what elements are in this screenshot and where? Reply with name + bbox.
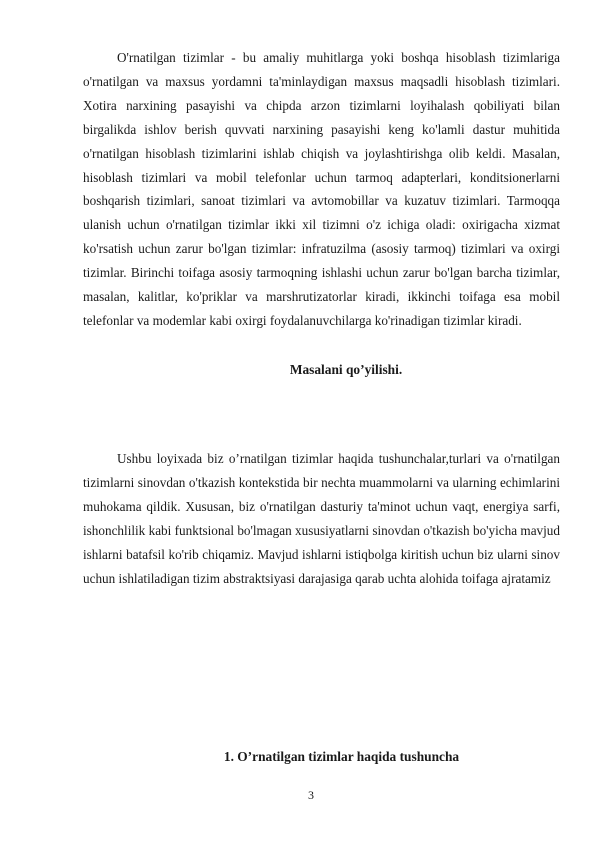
intro-paragraph: O'rnatilgan tizimlar - bu amaliy muhitlarga yoki boshqa hisoblash tizimlariga o'rnatilgan va maxsus yordamni ta'minlaydigan maxsus maqsadli hisoblash tizimlari. Xotira narxining pasayishi va chipda arzon tizimlarni loyihalash qobiliyati bilan birgalikda ishlov berish quvvati narxining pasayishi keng ko'lamli dastur muhitida o'rnatilgan hisoblash tizimlarini ishlab chiqish va joylashtirishga olib keldi. Masalan, hisoblash tizimlari va mobil telefonlar uchun tarmoq adapterlari, konditsionerlarni boshqarish tizimlari, sanoat tizimlari va avtomobillar va kuzatuv tizimlari. Tarmoqqa ulanish uchun o'rnatilgan tizimlar ikki xil tizimni o'z ichiga oladi: oxirigacha xizmat ko'rsatish uchun zarur bo'lgan tizimlar: infratuzilma (asosiy tarmoq) tizimlari va oxirgi tizimlar. Birinchi toifaga asosiy tarmoqning ishlashi uchun zarur bo'lgan barcha tizimlar, masalan, kalitlar, ko'priklar va marshrutizatorlar kiradi, ikkinchi toifaga esa mobil telefonlar va modemlar kabi oxirgi foydalanuvchilarga ko'rinadigan tizimlar kiradi. <box>83 50 560 328</box>
problem-statement-heading: Masalani qo’yilishi. <box>289 362 403 377</box>
section-heading: 1. O’rnatilgan tizimlar haqida tushuncha <box>223 749 460 764</box>
page-number: 3 <box>308 788 314 802</box>
problem-statement-paragraph: Ushbu loyixada biz o’rnatilgan tizimlar haqida tushunchalar,turlari va o'rnatilgan tizimlarni sinovdan o'tkazish kontekstida bir nechta muammolarni va ularning echimlarini muhokama qildik. Xususan, biz o'rnatilgan dasturiy ta'minot uchun vaqt, energiya sarfi, ishonchlilik kabi funktsional bo'lmagan xususiyatlarni sinovdan o'tkazish bo'yicha mavjud ishlarni batafsil ko'rib chiqamiz. Mavjud ishlarni istiqbolga kiritish uchun biz ularni sinov uchun ishlatiladigan tizim abstraktsiyasi darajasiga qarab uchta alohida toifaga ajratamiz <box>83 451 560 586</box>
